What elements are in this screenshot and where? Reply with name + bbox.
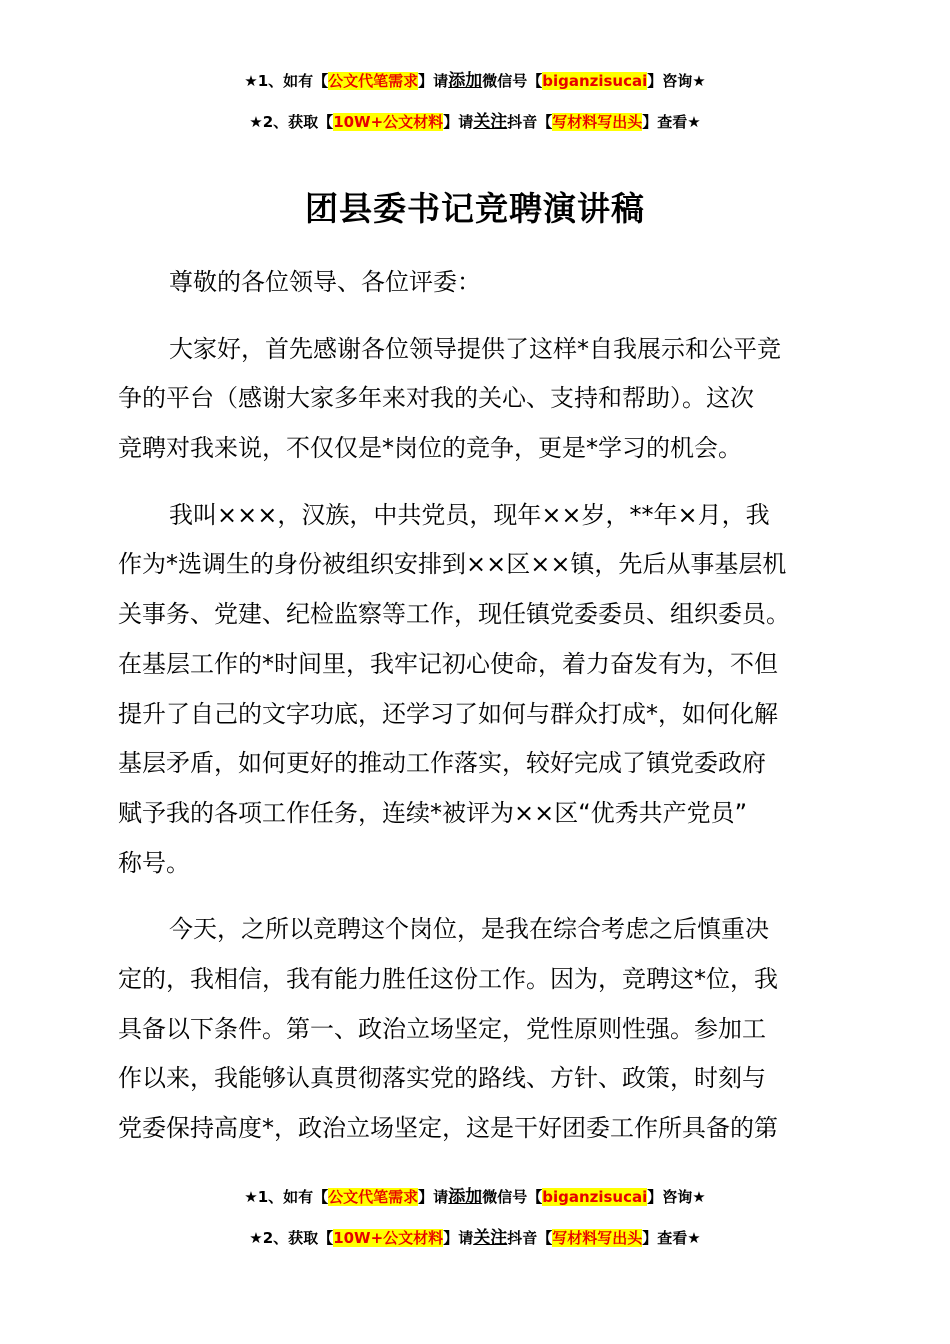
- text-line: 基层矛盾，如何更好的推动工作落实，较好完成了镇党委政府: [118, 749, 766, 778]
- banner-highlight: 写材料写出头: [552, 1229, 643, 1247]
- banner-text: ★1、如有【: [244, 72, 329, 90]
- text-line: 具备以下条件。第一、政治立场坚定，党性原则性强。参加工: [118, 1014, 766, 1043]
- banner-text: ★2、获取【: [249, 1229, 334, 1247]
- banner-text: 】咨询★: [647, 1188, 706, 1206]
- text-line: 赋予我的各项工作任务，连续*被评为××区“优秀共产党员”: [118, 798, 748, 827]
- banner-text: 】查看★: [642, 1229, 701, 1247]
- banner-text: 微信号【: [482, 72, 543, 90]
- header-banner-line-2: [0, 111, 950, 133]
- banner-text: 抖音【: [507, 113, 553, 131]
- banner-highlight: 公文代笔需求: [328, 72, 419, 90]
- banner-highlight: biganzisucai: [542, 72, 648, 90]
- text-line: 尊敬的各位领导、各位评委：: [169, 268, 481, 296]
- text-line: 称号。: [118, 848, 190, 877]
- text-line: 关事务、党建、纪检监察等工作，现任镇党委委员、组织委员。: [118, 600, 790, 629]
- banner-underline: 关注: [473, 1228, 508, 1248]
- text-line: 今天，之所以竞聘这个岗位，是我在综合考虑之后慎重决: [169, 915, 769, 944]
- text-line: 提升了自己的文字功底，还学习了如何与群众打成*，如何化解: [118, 699, 778, 728]
- banner-highlight: 写材料写出头: [552, 113, 643, 131]
- banner-highlight: 10W+公文材料: [333, 113, 444, 131]
- text-line: 我叫×××，汉族，中共党员，现年××岁，**年×月，我: [169, 500, 770, 529]
- banner-text: 微信号【: [482, 1188, 543, 1206]
- banner-text: 】请: [418, 1188, 449, 1206]
- header-banner-line-1: [0, 70, 950, 92]
- banner-highlight: 10W+公文材料: [333, 1229, 444, 1247]
- banner-text: 抖音【: [507, 1229, 553, 1247]
- banner-text: 】请: [443, 1229, 474, 1247]
- banner-underline: 添加: [448, 1187, 483, 1207]
- banner-text: ★1、如有【: [244, 1188, 329, 1206]
- banner-highlight: biganzisucai: [542, 1188, 648, 1206]
- footer-banner-line-1: [0, 1186, 950, 1208]
- text-line: 定的，我相信，我有能力胜任这份工作。因为，竞聘这*位，我: [118, 964, 778, 993]
- text-line: 党委保持高度*，政治立场坚定，这是干好团委工作所具备的第: [118, 1114, 778, 1142]
- text-line: 作为*选调生的身份被组织安排到××区××镇，先后从事基层机: [118, 550, 787, 579]
- text-line: 在基层工作的*时间里，我牢记初心使命，着力奋发有为，不但: [118, 649, 778, 678]
- text-line: 大家好，首先感谢各位领导提供了这样*自我展示和公平竞: [169, 334, 781, 363]
- banner-highlight: 公文代笔需求: [328, 1188, 419, 1206]
- paragraph-reasons: [118, 905, 834, 1153]
- banner-text: 】请: [443, 113, 474, 131]
- banner-text: 】查看★: [642, 113, 701, 131]
- banner-underline: 添加: [448, 71, 483, 91]
- banner-underline: 关注: [473, 112, 508, 132]
- text-line: 作以来，我能够认真贯彻落实党的路线、方针、政策，时刻与: [118, 1064, 766, 1093]
- document-title: 团县委书记竞聘演讲稿: [305, 189, 645, 228]
- banner-text: ★2、获取【: [249, 113, 334, 131]
- paragraph-salutation: [118, 258, 834, 308]
- banner-text: 】请: [418, 72, 449, 90]
- text-line: 竞聘对我来说，不仅仅是*岗位的竞争，更是*学习的机会。: [118, 434, 742, 463]
- banner-text: 】咨询★: [647, 72, 706, 90]
- footer-banner-line-2: [0, 1227, 950, 1249]
- paragraph-greeting: [118, 325, 834, 474]
- document-body: [118, 258, 834, 1171]
- text-line: 争的平台（感谢大家多年来对我的关心、支持和帮助）。这次: [118, 384, 754, 413]
- paragraph-self-introduction: [118, 491, 834, 889]
